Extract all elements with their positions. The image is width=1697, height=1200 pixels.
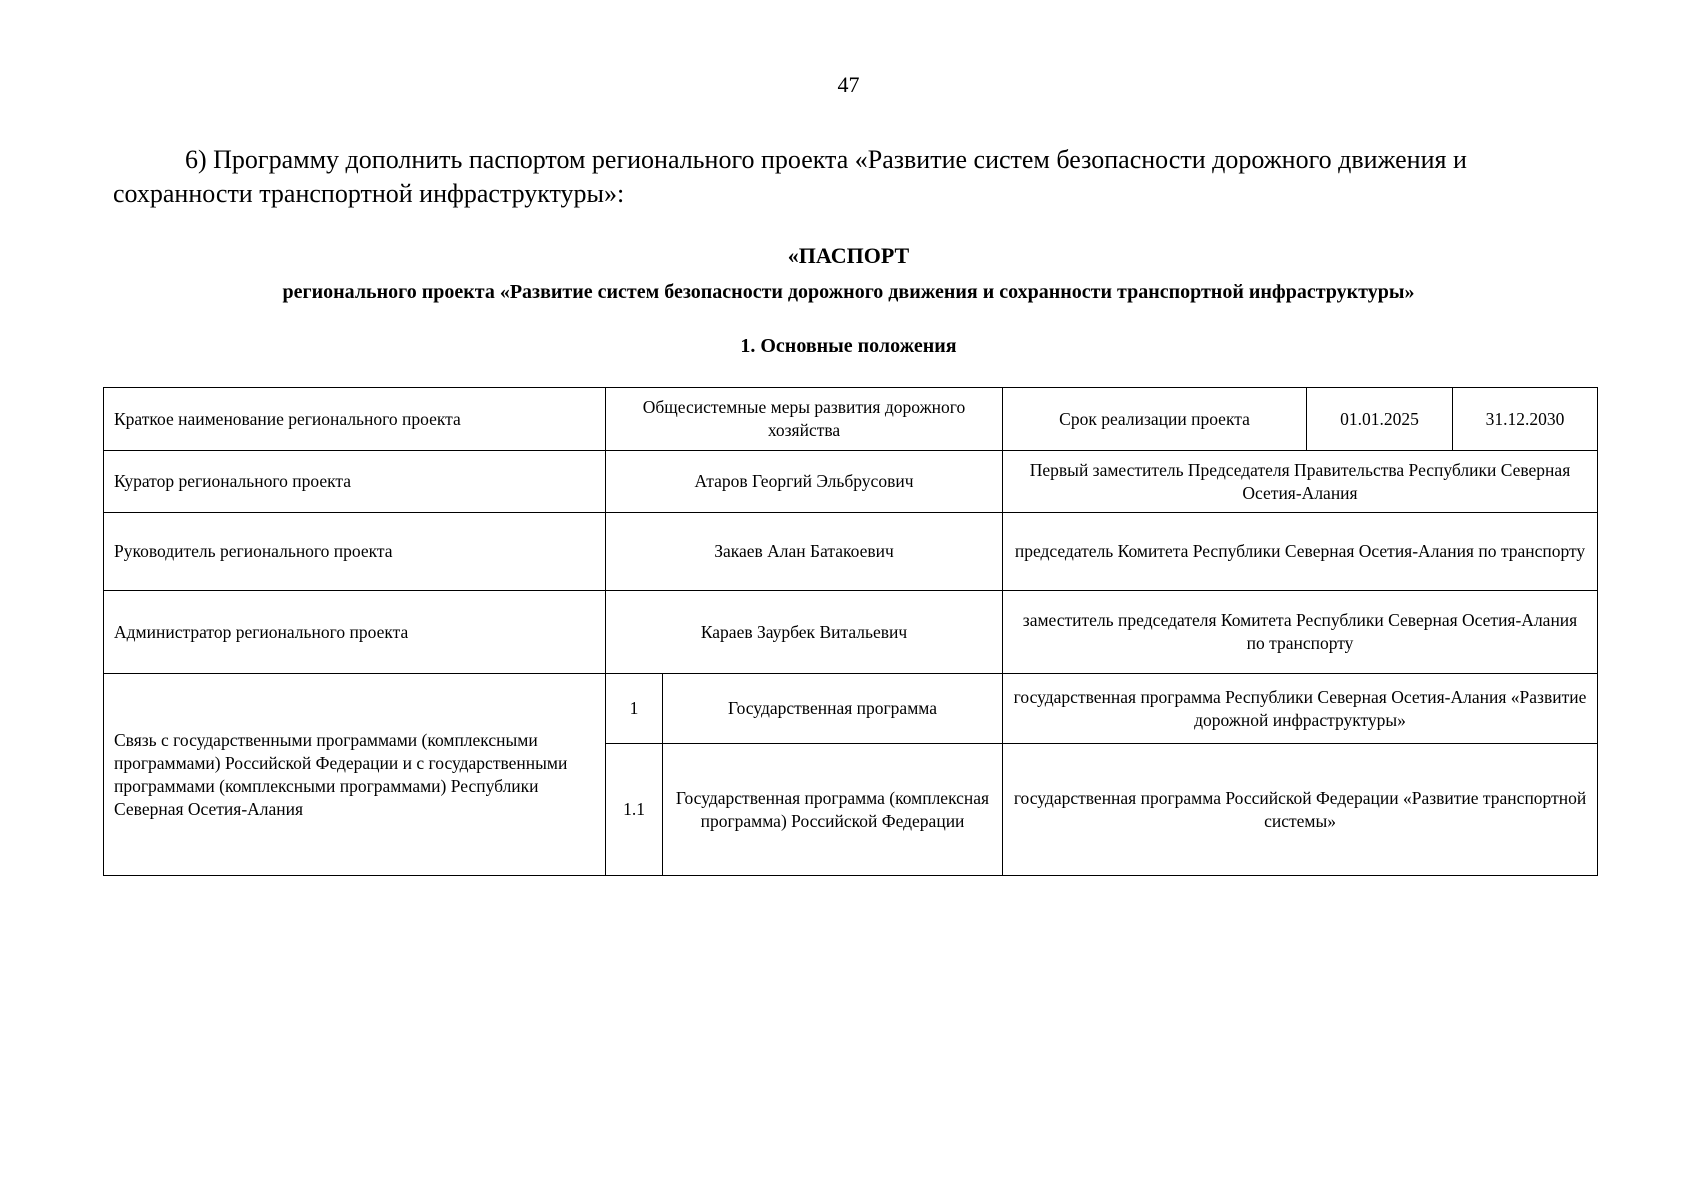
period-label: Срок реализации проекта bbox=[1003, 388, 1307, 451]
head-position: председатель Комитета Республики Северная Осетия-Алания по транспорту bbox=[1003, 513, 1598, 591]
short-name-label: Краткое наименование регионального проекта bbox=[104, 388, 606, 451]
intro-paragraph: 6) Программу дополнить паспортом регионального проекта «Развитие систем безопасности дорожного движения и сохранности транспортной инфраструктуры»: bbox=[113, 145, 1467, 208]
table-row bbox=[104, 513, 1598, 591]
head-label: Руководитель регионального проекта bbox=[104, 513, 606, 591]
passport-title: «ПАСПОРТ bbox=[787, 243, 910, 268]
link-program-name: государственная программа Российской Федерации «Развитие транспортной системы» bbox=[1003, 744, 1598, 876]
curator-name: Атаров Георгий Эльбрусович bbox=[606, 451, 1003, 513]
admin-position: заместитель председателя Комитета Республики Северная Осетия-Алания по транспорту bbox=[1003, 591, 1598, 674]
head-name: Закаев Алан Батакоевич bbox=[606, 513, 1003, 591]
link-type: Государственная программа bbox=[663, 674, 1003, 744]
link-number: 1 bbox=[606, 674, 663, 744]
period-end: 31.12.2030 bbox=[1453, 388, 1598, 451]
short-name-value: Общесистемные меры развития дорожного хозяйства bbox=[606, 388, 1003, 451]
table-row bbox=[104, 451, 1598, 513]
section-title: 1. Основные положения bbox=[740, 335, 957, 357]
passport-table bbox=[103, 387, 1598, 876]
table-row bbox=[104, 388, 1598, 451]
admin-label: Администратор регионального проекта bbox=[104, 591, 606, 674]
curator-position: Первый заместитель Председателя Правительства Республики Северная Осетия-Алания bbox=[1003, 451, 1598, 513]
admin-name: Караев Заурбек Витальевич bbox=[606, 591, 1003, 674]
links-label: Связь с государственными программами (комплексными программами) Российской Федерации и с государственными программами (комплексными программами) Республики Северная Осетия-Алания bbox=[104, 674, 606, 876]
passport-subtitle: регионального проекта «Развитие систем безопасности дорожного движения и сохранности транспортной инфраструктуры» bbox=[282, 281, 1415, 303]
period-start: 01.01.2025 bbox=[1307, 388, 1453, 451]
link-type: Государственная программа (комплексная программа) Российской Федерации bbox=[663, 744, 1003, 876]
link-program-name: государственная программа Республики Северная Осетия-Алания «Развитие дорожной инфраструктуры» bbox=[1003, 674, 1598, 744]
curator-label: Куратор регионального проекта bbox=[104, 451, 606, 513]
table-row bbox=[104, 674, 1598, 744]
table-row bbox=[104, 591, 1598, 674]
page-number: 47 bbox=[837, 72, 860, 97]
link-number: 1.1 bbox=[606, 744, 663, 876]
